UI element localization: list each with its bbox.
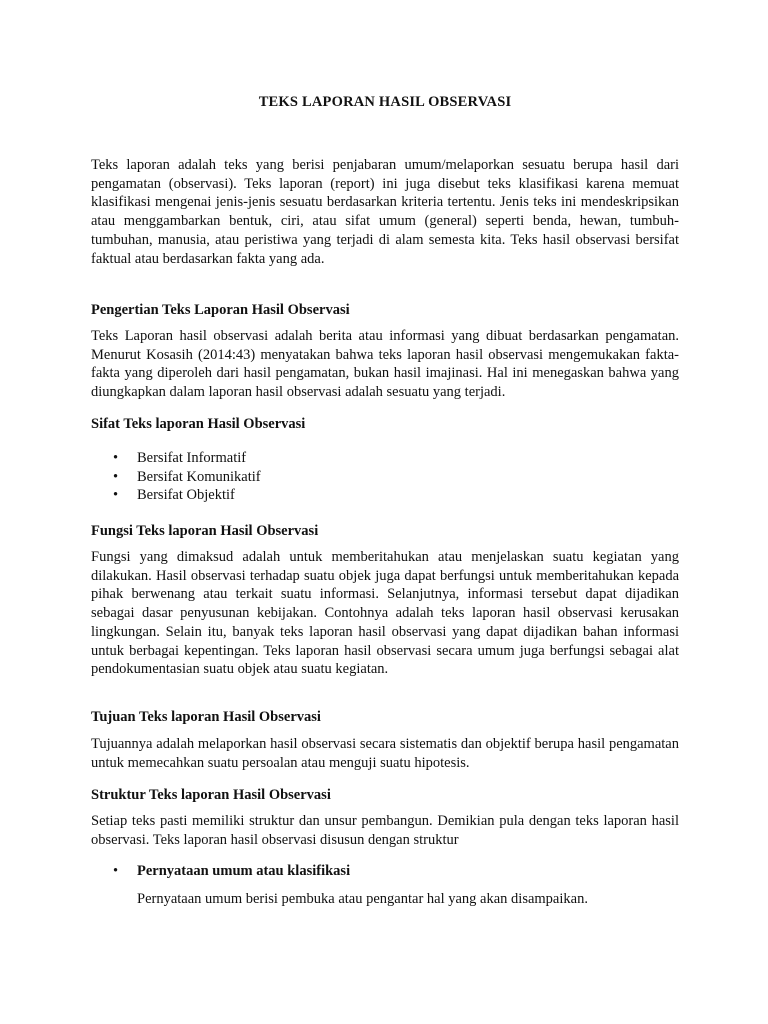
bullet-icon: • xyxy=(113,468,119,485)
fungsi-paragraph: Fungsi yang dimaksud adalah untuk memberitahukan atau menjelaskan suatu kegiatan yang dilakukan. Hasil observasi terhadap suatu objek juga dapat berfungsi untuk memberitahukan kepada pihak berwenang atau terkait suatu informasi. Selanjutnya, informasi tersebut dapat dijadikan sebagai dasar penyusunan kebijakan. Contohnya adalah teks laporan hasil observasi kerusakan lingkungan. Selain itu, banyak teks laporan hasil observasi yang dapat dijadikan bahan informasi untuk berbagai kepentingan. Teks laporan hasil observasi secara umum juga berfungsi sebagai alat pendokumentasian suatu objek atau suatu kegiatan. xyxy=(91,549,679,678)
list-item: • Bersifat Komunikatif xyxy=(113,468,261,485)
list-item: • Bersifat Informatif xyxy=(113,450,247,466)
struktur-item-description: Pernyataan umum berisi pembuka atau pengantar hal yang akan disampaikan. xyxy=(137,891,588,907)
pengertian-paragraph: Teks Laporan hasil observasi adalah berita atau informasi yang dibuat berdasarkan pengamatan. Menurut Kosasih (2014:43) menyatakan bahwa teks laporan hasil observasi mengemukakan fakta-fakta yang diperoleh dari hasil pengamatan, bukan hasil imajinasi. Hal ini menegaskan bahwa yang diungkapkan dalam laporan hasil observasi adalah sesuatu yang terjadi. xyxy=(91,328,679,401)
bullet-icon: • xyxy=(113,863,119,879)
bullet-icon: • xyxy=(113,450,119,466)
struktur-heading: Struktur Teks laporan Hasil Observasi xyxy=(91,787,331,803)
struktur-item-label: Pernyataan umum atau klasifikasi xyxy=(137,863,351,879)
tujuan-heading: Tujuan Teks laporan Hasil Observasi xyxy=(91,709,321,725)
struktur-paragraph: Setiap teks pasti memiliki struktur dan unsur pembangun. Demikian pula dengan teks laporan hasil observasi. Teks laporan hasil observasi disusun dengan struktur xyxy=(91,813,679,848)
intro-paragraph: Teks laporan adalah teks yang berisi penjabaran umum/melaporkan sesuatu berupa hasil dari pengamatan (observasi). Teks laporan (report) ini juga disebut teks klasifikasi karena memuat klasifikasi mengenai jenis-jenis sesuatu berdasarkan kriteria tertentu. Jenis teks ini mendeskripsikan atau menggambarkan bentuk, ciri, atau sifat umum (general) seperti benda, hewan, tumbuh-tumbuhan, manusia, atau peristiwa yang terjadi di alam semesta kita. Teks hasil observasi bersifat faktual atau berdasarkan fakta yang ada. xyxy=(91,157,679,267)
sifat-list xyxy=(91,449,261,505)
tujuan-paragraph: Tujuannya adalah melaporkan hasil observasi secara sistematis dan objektif berupa hasil pengamatan untuk memecahkan suatu persoalan atau menguji suatu hipotesis. xyxy=(91,736,679,771)
sifat-heading: Sifat Teks laporan Hasil Observasi xyxy=(91,416,306,432)
list-item: • Bersifat Objektif xyxy=(113,487,235,503)
bullet-icon: • xyxy=(113,487,119,503)
fungsi-heading: Fungsi Teks laporan Hasil Observasi xyxy=(91,523,319,539)
pengertian-heading: Pengertian Teks Laporan Hasil Observasi xyxy=(91,302,350,318)
document-title: TEKS LAPORAN HASIL OBSERVASI xyxy=(258,94,512,110)
